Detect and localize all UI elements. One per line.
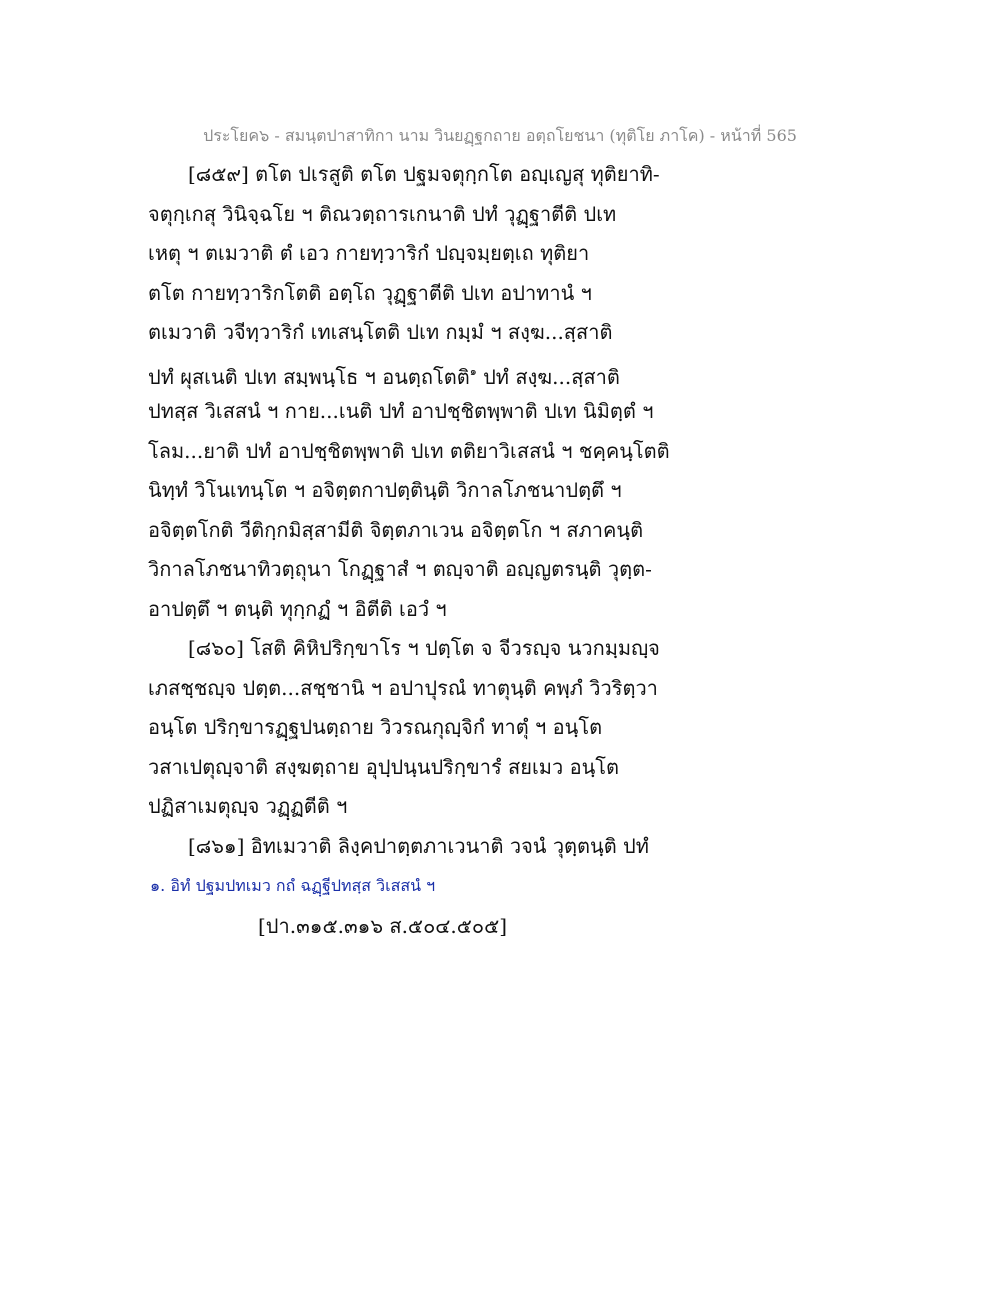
text-line: [๘๖๑] อิทเมวาติ ลิงฺคปาตฺตภาเวนาติ วจนํ วุตฺตนฺติ ปทํ [188,834,649,858]
text-segment: ปทํ ผุสเนติ ปเท สมฺพนฺโธ ฯ อนตฺถโตติ [148,365,470,389]
footnote: ๑. อิทํ ปฐมปทเมว กถํ ฉฏฺฐีปทสฺส วิเสสนํ ฯ [150,876,436,895]
text-line: วิกาลโภชนาทิวตฺถุนา โกฏฺฐาสํ ฯ ตญฺจาติ อญฺญตรนฺติ วุตฺต- [148,557,652,581]
text-line: ตโต กายทฺวาริกโตติ อตฺโถ วุฏฺฐาตีติ ปเท อปาทานํ ฯ [148,281,592,305]
text-line: ปทสฺส วิเสสนํ ฯ กาย...เนติ ปทํ อาปชฺชิตพฺพาติ ปเท นิมิตฺตํ ฯ [148,399,654,423]
text-line: อาปตฺตึ ฯ ตนฺติ ทุกฺกฏํ ฯ อิตีติ เอวํ ฯ [148,597,447,621]
footnote-marker: ๑ [469,365,477,378]
page-reference: [ปา.๓๑๕.๓๑๖ ส.๕๐๔.๕๐๕] [258,914,508,938]
text-line: นิทฺทํ วิโนเทนฺโต ฯ อจิตฺตกาปตฺตินฺติ วิกาลโภชนาปตฺตึ ฯ [148,478,622,502]
text-line [148,359,620,390]
text-line: จตุกฺเกสุ วินิจฺฉโย ฯ ติณวตฺถารเกนาติ ปทํ วุฏฺฐาตีติ ปเท [148,202,617,226]
text-line: [๘๕๙] ตโต ปเรสูติ ตโต ปฐมจตุกฺกโต อญฺเญสุ ทุติยาทิ- [188,162,660,186]
text-line: โลม...ยาติ ปทํ อาปชฺชิตพฺพาติ ปเท ตติยาวิเสสนํ ฯ ชคฺคนฺโตติ [148,439,670,463]
text-line: [๘๖๐] โสติ คิหิปริกฺขาโร ฯ ปตฺโต จ จีวรญฺจ นวกมฺมญฺจ [188,636,660,660]
text-line: ตเมวาติ วจีทฺวาริกํ เทเสนฺโตติ ปเท กมฺมํ ฯ สงฺฆ...สฺสาติ [148,320,613,344]
text-line: วสาเปตุญฺจาติ สงฺฆตฺถาย อุปฺปนฺนปริกฺขารํ สยเมว อนฺโต [148,755,619,779]
page-header: ประโยค๖ - สมนฺตปาสาทิกา นาม วินยฏฺฐกถาย อตฺถโยชนา (ทุติโย ภาโค) - หน้าที่ 565 [203,126,797,145]
text-line: อนฺโต ปริกฺขารฏฺฐปนตฺถาย วิวรณกุญฺจิกํ ทาตุํ ฯ อนฺโต [148,715,603,739]
text-segment: ปทํ สงฺฆ...สฺสาติ [476,365,620,389]
text-line: เหตุ ฯ ตเมวาติ ตํ เอว กายทฺวาริกํ ปญฺจมฺยตฺเถ ทุติยา [148,241,590,265]
text-line: อจิตฺตโกติ วีติกฺกมิสฺสามีติ จิตฺตภาเวน อจิตฺตโก ฯ สภาคนฺติ [148,518,644,542]
text-line: เภสชฺชญฺจ ปตฺต...สชฺชานิ ฯ อปาปุรณํ ทาตุนฺติ คพฺภํ วิวริตฺวา [148,676,658,700]
text-line: ปฏิสาเมตุญฺจ วฏฺฏตีติ ฯ [148,794,348,818]
